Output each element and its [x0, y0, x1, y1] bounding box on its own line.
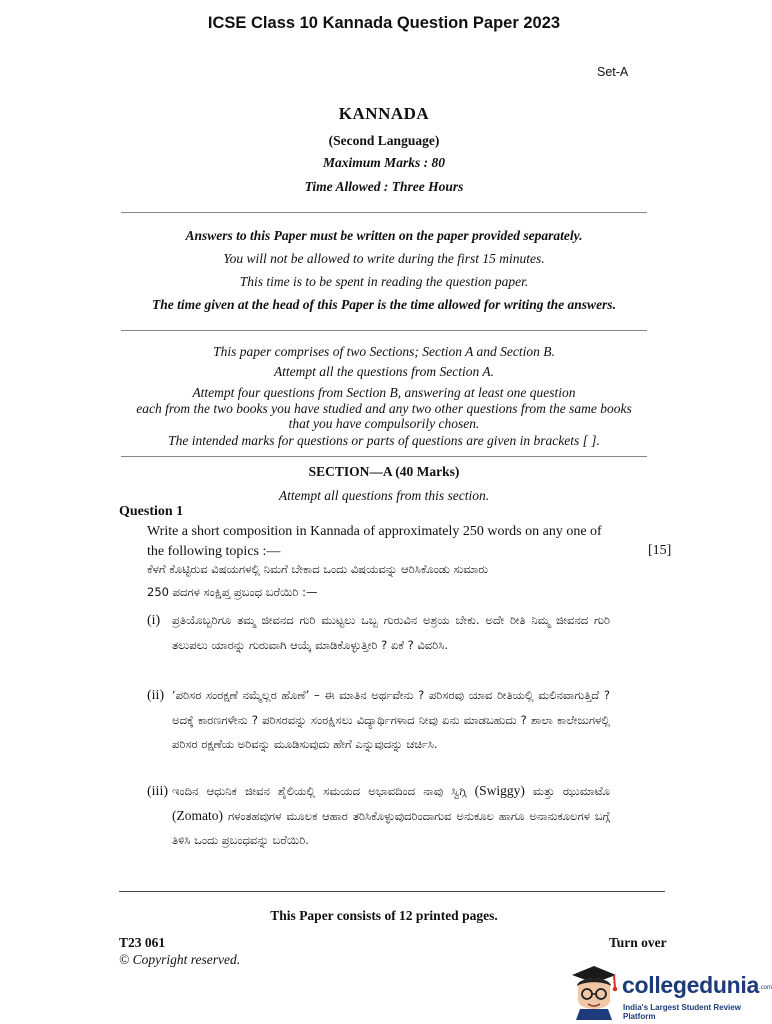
topic-number: (ii) — [147, 688, 165, 703]
topic-number: (i) — [147, 613, 161, 628]
question-1-marks: [15] — [648, 543, 672, 558]
section-a-title: SECTION—A (40 Marks) — [308, 464, 460, 479]
section-instruction-2: Attempt all the questions from Section A. — [273, 364, 495, 379]
section-a-instruction: Attempt all questions from this section. — [278, 488, 490, 503]
topic-text-part: ಗಳಂತಹವುಗಳ ಮೂಲಕ ಆಹಾರ ತರಿಸಿಕೊಳ್ಳುವುದರಿಂದಾಗುವ ಅನುಕೂಲ ಹಾಗೂ ಅನಾನುಕೂಲಗಳ ಬಗ್ಗೆ ತಿಳಿಸಿ ಒಂದು ಪ್ರಬಂಧವನ್ನು ಬರೆಯಿರಿ. — [172, 808, 611, 847]
instruction-3: This time is to be spent in reading the question paper. — [239, 274, 529, 289]
section-instruction-5: that you have compulsorily chosen. — [288, 416, 480, 431]
pages-note: This Paper consists of 12 printed pages. — [270, 908, 498, 923]
instruction-1: Answers to this Paper must be written on the paper provided separately. — [185, 228, 583, 243]
divider — [121, 330, 647, 331]
topic-text — [172, 779, 610, 853]
brand-domain: .com — [759, 985, 772, 991]
topic-text-latin: (Swiggy) — [474, 783, 525, 798]
topic-text-part: ಮತ್ತು ಝುಮಾಟೊ — [533, 784, 611, 798]
instruction-4: The time given at the head of this Paper is the time allowed for writing the answers. — [152, 297, 616, 312]
paper-code: T23 061 — [119, 935, 166, 950]
question-1-prompt-kn-2: 250 ಪದಗಳ ಸಂಕ್ಷಿಪ್ತ ಪ್ರಬಂಧ ಬರೆಯಿರಿ :— — [147, 585, 318, 599]
section-instruction-3: Attempt four questions from Section B, answering at least one question — [192, 385, 576, 400]
instruction-2: You will not be allowed to write during the first 15 minutes. — [223, 251, 545, 266]
topic-text-latin: (Zomato) — [172, 807, 223, 823]
topic-text: ‘ಪರಿಸರ ಸಂರಕ್ಷಣೆ ನಮ್ಮೆಲ್ಲರ ಹೊಣೆ’ – ಈ ಮಾತಿನ ಅರ್ಥವೇನು ? ಪರಿಸರವು ಯಾವ ರೀತಿಯಲ್ಲಿ ಮಲಿನವಾಗುತ್ತಿದೆ ? ಅದಕ್ಕೆ ಕಾರಣಗಳೇನು ? ಪರಿಸರವನ್ನು ಸಂರಕ್ಷಿಸಲು ವಿದ್ಯಾರ್ಥಿಗಳಾದ ನೀವು ಏನು ಮಾಡಬಹುದು ? ಶಾಲಾ ಕಾಲೇಜುಗಳಲ್ಲಿ ಪರಿಸರ ರಕ್ಷಣೆಯ ಅರಿವನ್ನು ಮೂಡಿಸುವುದು ಹೇಗೆ ಎನ್ನುವುದನ್ನು ಚರ್ಚಿಸಿ. — [172, 688, 610, 751]
topic-text: ಪ್ರತಿಯೊಬ್ಬರಿಗೂ ತಮ್ಮ ಜೀವನದ ಗುರಿ ಮುಟ್ಟಲು ಒಬ್ಬ ಗುರುವಿನ ಅಶ್ರಯ ಬೇಕು. ಅದೇ ರೀತಿ ನಿಮ್ಮ ಜೀವನದ ಗುರಿ ತಲುಪಲು ಯಾರನ್ನು ಗುರುವಾಗಿ ಆಯ್ಕೆ ಮಾಡಿಕೊಳ್ಳುತ್ತೀರಿ ? ಏಕೆ ? ವಿವರಿಸಿ. — [172, 613, 610, 652]
footer-divider — [119, 891, 665, 892]
brand-name: collegedunia — [622, 972, 759, 998]
set-label: Set-A — [597, 65, 629, 79]
divider — [121, 212, 647, 213]
subject-title: KANNADA — [338, 104, 430, 123]
time-allowed: Time Allowed : Three Hours — [304, 179, 464, 194]
topic-number: (iii) — [147, 784, 168, 799]
question-1-prompt-en: Write a short composition in Kannada of approximately 250 words on any one of the following topics :— — [147, 524, 602, 559]
topic-text-part: ಇಂದಿನ ಆಧುನಿಕ ಜೀವನ ಶೈಲಿಯಲ್ಲಿ ಸಮಯದ ಅಭಾವದಿಂದ ನಾವು ಸ್ವಿಗ್ಗಿ — [172, 784, 467, 798]
turn-over-note: Turn over — [609, 935, 667, 950]
brand-tagline: India's Largest Student Review Platform — [623, 1003, 741, 1021]
copyright-note: © Copyright reserved. — [119, 952, 241, 967]
language-subtitle: (Second Language) — [328, 133, 440, 148]
page-header-title: ICSE Class 10 Kannada Question Paper 2023 — [207, 14, 561, 32]
maximum-marks: Maximum Marks : 80 — [323, 155, 445, 170]
divider — [121, 456, 647, 457]
section-instruction-6: The intended marks for questions or parts of questions are given in brackets [ ]. — [168, 433, 600, 448]
section-instruction-4: each from the two books you have studied and any two other questions from the same books — [136, 401, 632, 416]
question-1-prompt-kn-1: ಕೆಳಗೆ ಕೊಟ್ಟಿರುವ ವಿಷಯಗಳಲ್ಲಿ ನಿಮಗೆ ಬೇಕಾದ ಒಂದು ವಿಷಯವನ್ನು ಆರಿಸಿಕೊಂಡು ಸುಮಾರು — [147, 562, 489, 576]
question-1-label: Question 1 — [119, 504, 184, 519]
section-instruction-1: This paper comprises of two Sections; Section A and Section B. — [213, 344, 555, 359]
